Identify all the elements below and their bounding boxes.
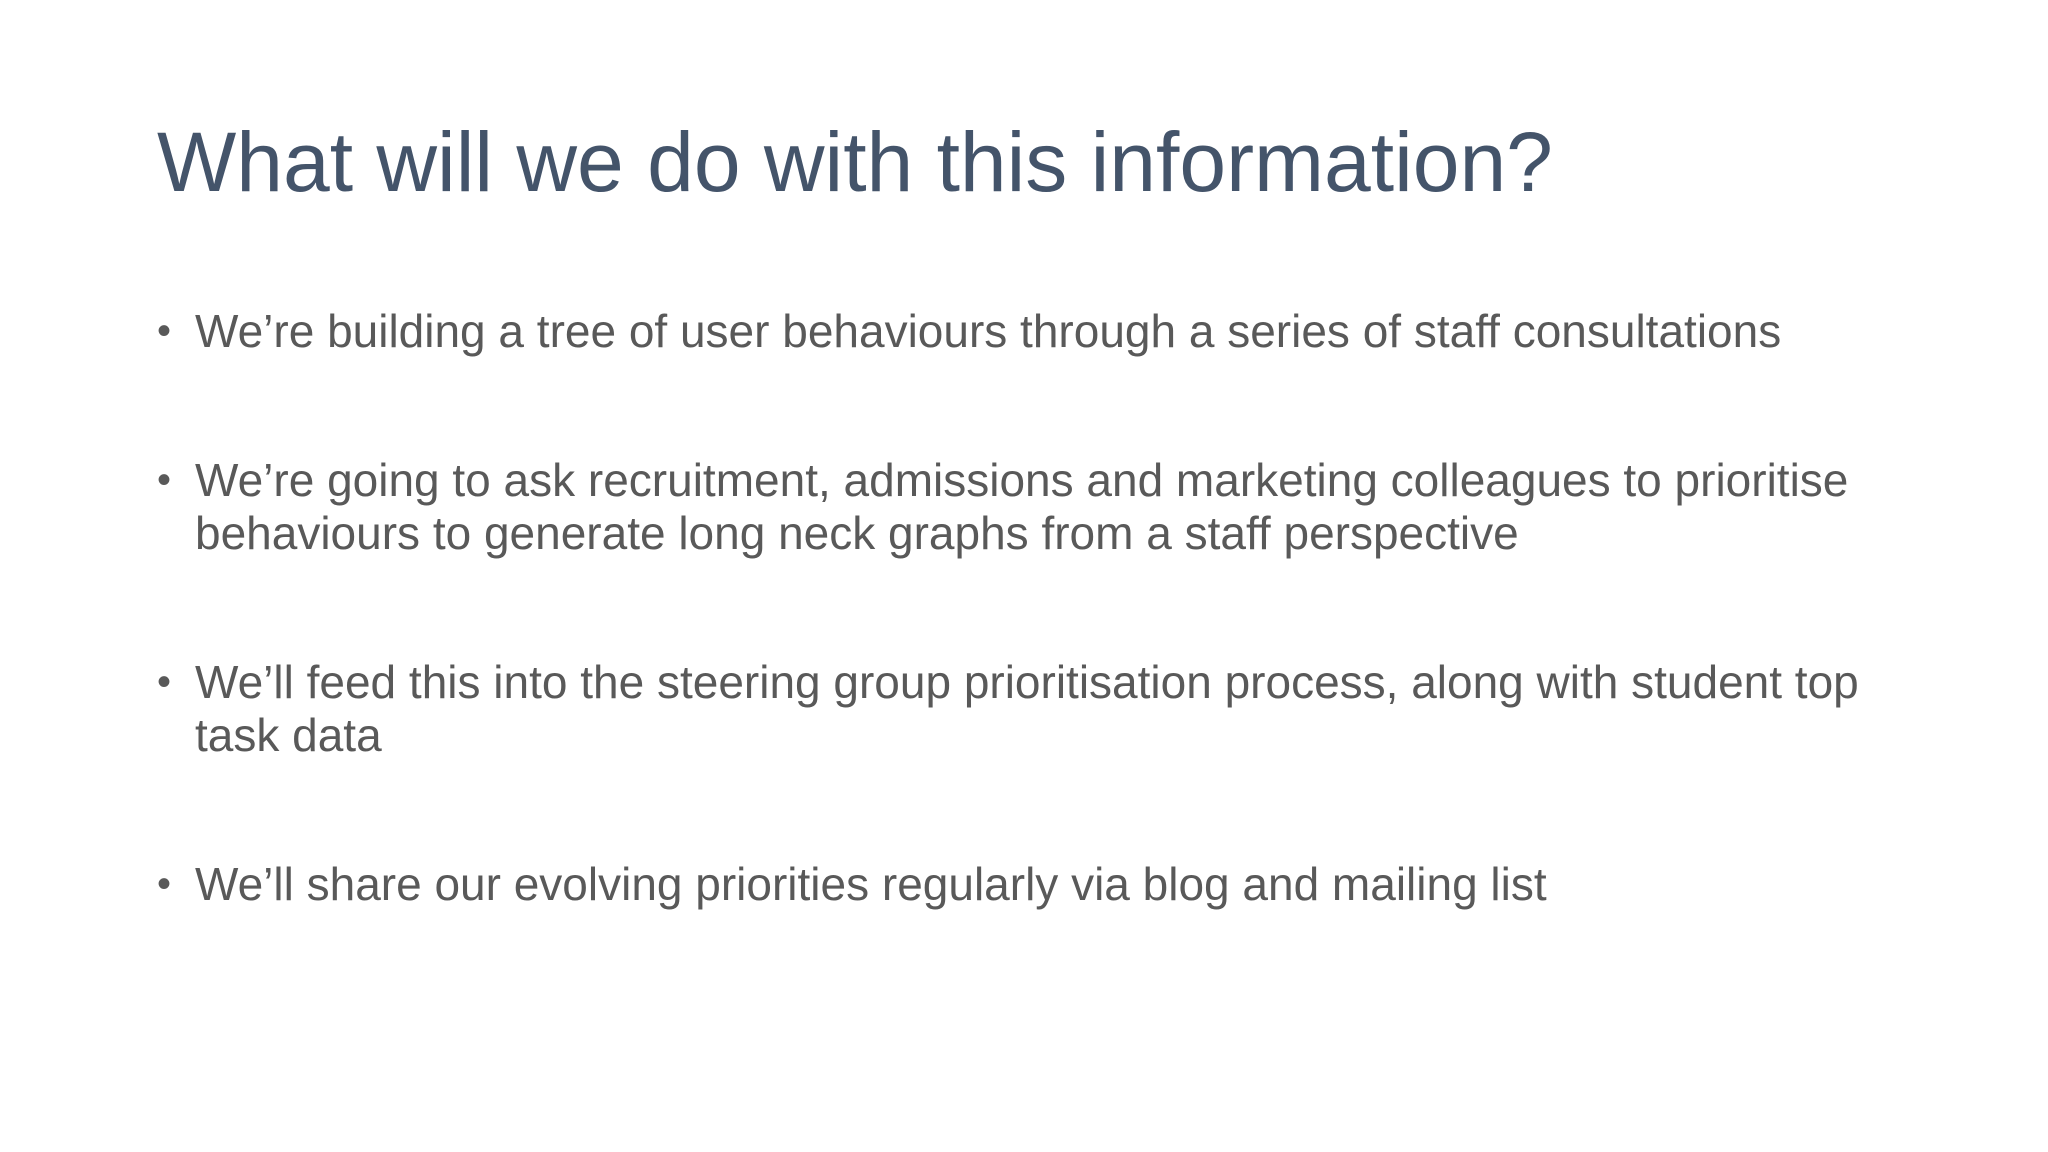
bullet-list bbox=[157, 305, 1917, 911]
bullet-item bbox=[157, 858, 1917, 911]
bullet-point-icon: • bbox=[157, 862, 172, 906]
bullet-point-icon: • bbox=[157, 458, 172, 502]
bullet-text: We’ll share our evolving priorities regularly via blog and mailing list bbox=[195, 858, 1547, 910]
bullet-item bbox=[157, 454, 1917, 560]
bullet-point-icon: • bbox=[157, 660, 172, 704]
bullet-text: We’ll feed this into the steering group prioritisation process, along with student top task data bbox=[195, 656, 1859, 761]
bullet-text: We’re building a tree of user behaviours through a series of staff consultations bbox=[195, 305, 1782, 357]
bullet-item bbox=[157, 656, 1917, 762]
bullet-item bbox=[157, 305, 1917, 358]
bullet-point-icon: • bbox=[157, 309, 172, 353]
slide-title: What will we do with this information? bbox=[157, 115, 1553, 209]
bullet-text: We’re going to ask recruitment, admissions and marketing colleagues to prioritise behaviours to generate long neck graphs from a staff perspective bbox=[195, 454, 1849, 559]
